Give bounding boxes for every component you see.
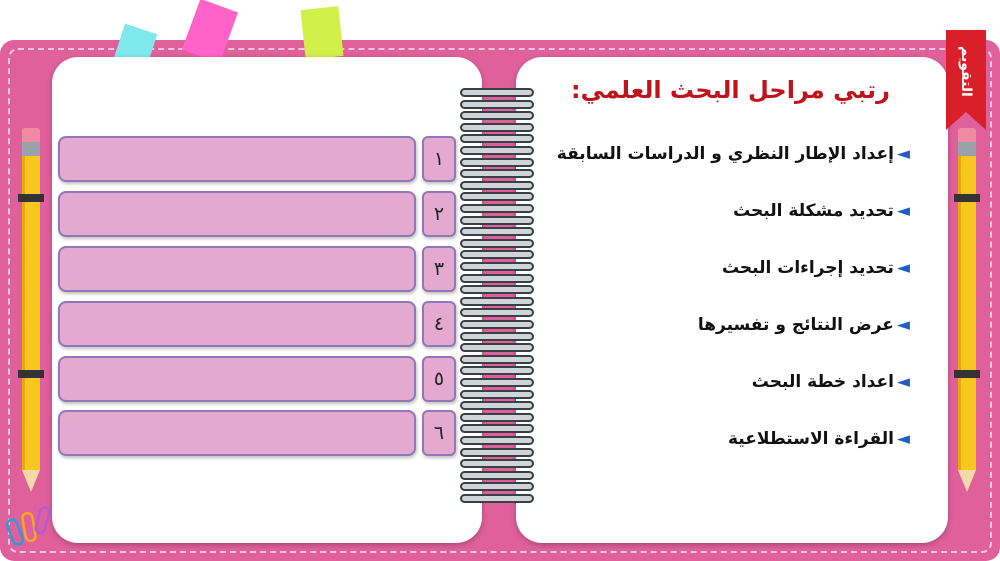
paper-clips-icon	[4, 503, 64, 553]
spiral-ring	[460, 343, 534, 352]
spiral-ring	[460, 482, 534, 491]
answer-row-4	[58, 301, 458, 349]
answer-number: ٦	[422, 410, 456, 456]
spiral-ring	[460, 204, 534, 213]
bullet-arrow-icon: ◄	[896, 372, 910, 392]
evaluation-ribbon[interactable]	[946, 30, 986, 112]
answer-number: ٥	[422, 356, 456, 402]
answer-row-6	[58, 410, 458, 458]
left-page	[52, 57, 482, 543]
bullet-arrow-icon: ◄	[896, 429, 910, 449]
spiral-ring	[460, 390, 534, 399]
spiral-ring	[460, 239, 534, 248]
bullet-arrow-icon: ◄	[896, 144, 910, 164]
spiral-ring	[460, 297, 534, 306]
spiral-ring	[460, 262, 534, 271]
list-item[interactable]	[540, 139, 910, 169]
spiral-ring	[460, 320, 534, 329]
spiral-ring	[460, 332, 534, 341]
list-item[interactable]	[540, 196, 910, 226]
list-item[interactable]	[540, 424, 910, 454]
bullet-arrow-icon: ◄	[896, 315, 910, 335]
spiral-ring	[460, 494, 534, 503]
spiral-ring	[460, 111, 534, 120]
answer-number: ٤	[422, 301, 456, 347]
answer-box[interactable]	[58, 301, 416, 347]
spiral-ring	[460, 378, 534, 387]
spiral-ring	[460, 308, 534, 317]
spiral-ring	[460, 366, 534, 375]
list-item[interactable]	[540, 253, 910, 283]
spiral-ring	[460, 471, 534, 480]
answer-row-5	[58, 356, 458, 404]
answer-box[interactable]	[58, 410, 416, 456]
spiral-ring	[460, 216, 534, 225]
spiral-binding	[460, 88, 538, 508]
pencil-icon	[958, 128, 976, 492]
bullet-arrow-icon: ◄	[896, 201, 910, 221]
answer-number: ٢	[422, 191, 456, 237]
list-item[interactable]	[540, 367, 910, 397]
spiral-ring	[460, 146, 534, 155]
list-item[interactable]	[540, 310, 910, 340]
answer-box[interactable]	[58, 136, 416, 182]
answer-row-1	[58, 136, 458, 184]
answer-box[interactable]	[58, 356, 416, 402]
answer-box[interactable]	[58, 191, 416, 237]
spiral-ring	[460, 448, 534, 457]
pencil-icon	[22, 128, 40, 492]
spiral-ring	[460, 181, 534, 190]
ribbon-label: التقويم	[958, 45, 974, 97]
answer-number: ٣	[422, 246, 456, 292]
spiral-ring	[460, 227, 534, 236]
spiral-ring	[460, 88, 534, 97]
list-item-label: القراءة الاستطلاعية	[727, 429, 894, 449]
bullet-arrow-icon: ◄	[896, 258, 910, 278]
list-item-label: اعداد خطة البحث	[751, 372, 894, 392]
spiral-ring	[460, 158, 534, 167]
spiral-ring	[460, 100, 534, 109]
answer-number: ١	[422, 136, 456, 182]
spiral-ring	[460, 459, 534, 468]
spiral-ring	[460, 436, 534, 445]
right-page	[516, 57, 948, 543]
list-item-label: تحديد مشكلة البحث	[733, 201, 894, 221]
spiral-ring	[460, 285, 534, 294]
page-title: رتبي مراحل البحث العلمي:	[571, 76, 890, 104]
spiral-ring	[460, 355, 534, 364]
spiral-ring	[460, 401, 534, 410]
list-item-label: تحديد إجراءات البحث	[721, 258, 894, 278]
spiral-ring	[460, 134, 534, 143]
answer-row-3	[58, 246, 458, 294]
sticky-tab-lime	[300, 6, 343, 60]
answer-row-2	[58, 191, 458, 239]
spiral-ring	[460, 274, 534, 283]
list-item-label: عرض النتائج و تفسيرها	[697, 315, 894, 335]
spiral-ring	[460, 192, 534, 201]
spiral-ring	[460, 413, 534, 422]
spiral-ring	[460, 123, 534, 132]
spiral-ring	[460, 424, 534, 433]
list-item-label: إعداد الإطار النظري و الدراسات السابقة	[556, 144, 894, 164]
spiral-ring	[460, 250, 534, 259]
spiral-ring	[460, 169, 534, 178]
answer-box[interactable]	[58, 246, 416, 292]
